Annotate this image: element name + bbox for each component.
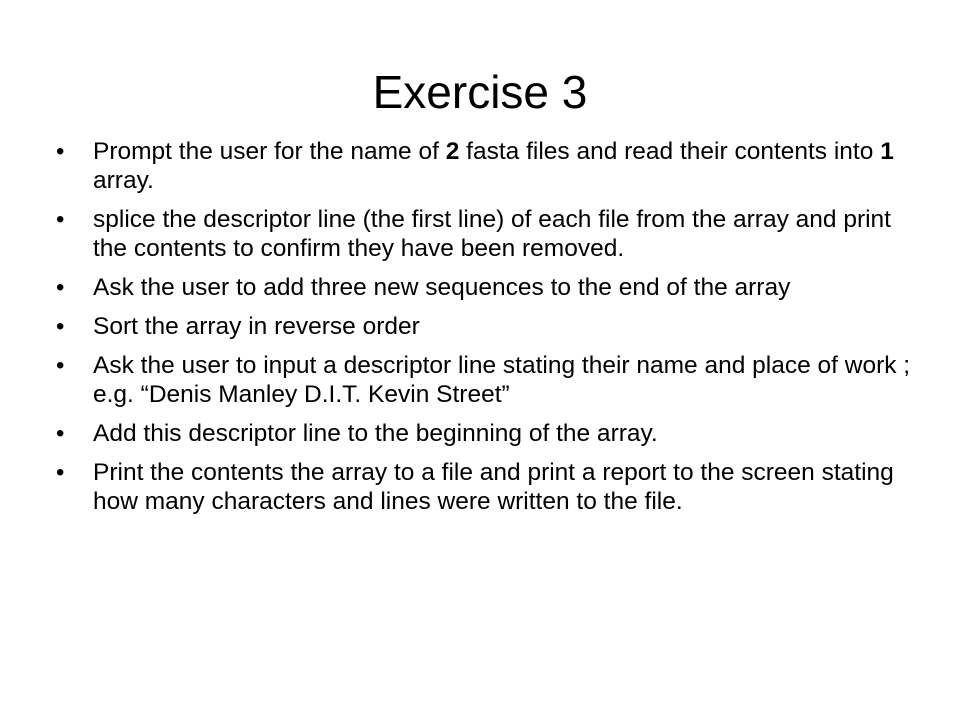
bullet-item-input-descriptor: [56, 351, 926, 409]
slide-title: Exercise 3: [372, 66, 588, 118]
bullet-text: Add this descriptor line to the beginning of the array.: [93, 420, 658, 447]
bullet-item-add-sequences: [56, 273, 926, 302]
bullet-text-part: Prompt the user for the name of: [93, 138, 446, 165]
bullet-marker: •: [56, 420, 65, 447]
bold-number: 2: [445, 138, 460, 165]
bullet-marker: •: [56, 274, 65, 301]
bullet-text: Ask the user to input a descriptor line stating their name and place of work ; e.g. “Denis Manley D.I.T. Kevin Street”: [93, 352, 911, 408]
bullet-text-part: fasta files and read their contents into: [459, 138, 881, 165]
bullet-list: [56, 137, 926, 526]
bullet-text-part: array.: [93, 167, 154, 194]
bullet-marker: •: [56, 352, 65, 379]
bullet-item-prompt-files: [56, 137, 926, 195]
bullet-text: [93, 138, 894, 194]
bullet-item-splice: [56, 205, 926, 263]
bullet-item-add-descriptor: [56, 419, 926, 448]
bullet-text: Sort the array in reverse order: [93, 313, 420, 340]
bullet-marker: •: [56, 206, 65, 233]
bullet-text: splice the descriptor line (the first line) of each file from the array and print the contents to confirm they have been removed.: [93, 206, 891, 262]
bullet-marker: •: [56, 459, 65, 486]
bold-number: 1: [880, 138, 894, 165]
bullet-marker: •: [56, 138, 65, 165]
bullet-text: Print the contents the array to a file and print a report to the screen stating how many characters and lines were written to the file.: [93, 459, 894, 515]
bullet-item-print-report: [56, 458, 926, 516]
bullet-text: Ask the user to add three new sequences to the end of the array: [93, 274, 791, 301]
bullet-marker: •: [56, 313, 65, 340]
bullet-item-sort: [56, 312, 926, 341]
